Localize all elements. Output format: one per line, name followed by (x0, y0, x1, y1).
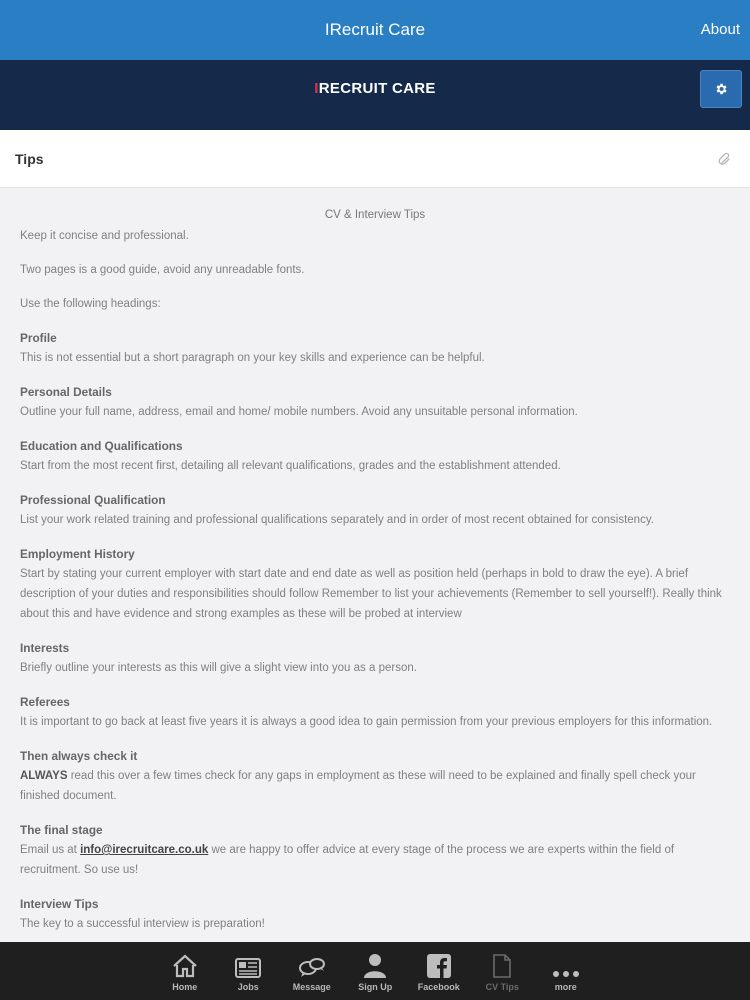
section-interview-tips (20, 894, 730, 934)
tab-home[interactable] (153, 942, 217, 1000)
emphasis-text: ALWAYS (20, 770, 68, 782)
brand-logo (0, 80, 750, 97)
newspaper-icon (235, 958, 261, 978)
about-button[interactable]: About (700, 21, 740, 38)
tab-label: more (554, 982, 577, 992)
tab-jobs[interactable] (217, 942, 281, 1000)
section-personal-details (20, 382, 730, 422)
app-title: IRecruit Care (324, 20, 426, 39)
bottom-tab-bar (0, 942, 750, 1000)
body-text: read this over a few times check for any gaps in employment as these will need to be explained and finally spell check your finished document. (20, 770, 696, 802)
chat-bubbles-icon (298, 956, 326, 978)
section-body (20, 766, 730, 806)
section-title: The final stage (20, 823, 103, 837)
logo-text: RECRUIT CARE (318, 80, 436, 97)
tab-label: Jobs (237, 982, 259, 992)
section-education (20, 436, 730, 476)
more-dots-icon (552, 970, 580, 978)
intro-line-1: Keep it concise and professional. (20, 230, 189, 242)
gear-icon (714, 82, 728, 96)
section-body (20, 840, 730, 880)
tab-label: Sign Up (358, 982, 393, 992)
section-professional-qualification (20, 490, 730, 530)
section-title: Professional Qualification (20, 493, 166, 507)
top-nav-bar (0, 0, 750, 60)
content-heading: CV & Interview Tips (324, 209, 426, 221)
tab-facebook[interactable] (407, 942, 471, 1000)
section-body: Start from the most recent first, detailing all relevant qualifications, grades and the establishment attended. (20, 460, 561, 472)
section-title: Referees (20, 695, 70, 709)
tab-label: Message (292, 982, 331, 992)
user-icon (363, 952, 387, 978)
section-final-stage (20, 820, 730, 880)
tab-label: CV Tips (485, 982, 519, 992)
brand-bar (0, 60, 750, 130)
section-body: The key to a successful interview is preparation! (20, 918, 265, 930)
body-text-post: we are happy to offer advice at every stage of the process we are experts within the field of recruitment. So use us! (20, 844, 675, 876)
document-icon (492, 954, 512, 978)
tab-label: Home (172, 982, 198, 992)
section-title: Profile (20, 331, 57, 345)
section-profile (20, 328, 730, 368)
section-body: Start by stating your current employer with start date and end date as well as position held (perhaps in bold to draw the eye). A brief description of your duties and responsibilities should follow Remember to list your achievements (Remember to sell yourself!). Really think about this and have evidence and strong examples as these will be probed at interview (20, 568, 722, 620)
intro-line-2: Two pages is a good guide, avoid any unreadable fonts. (20, 264, 305, 276)
section-body: It is important to go back at least five years it is always a good idea to gain permission from your previous employers for this information. (20, 716, 713, 728)
section-interests (20, 638, 730, 678)
tab-sign-up[interactable] (344, 942, 408, 1000)
tab-more[interactable] (534, 942, 598, 1000)
section-title: Education and Qualifications (20, 439, 183, 453)
section-title: Then always check it (20, 749, 138, 763)
section-title: Interview Tips (20, 897, 99, 911)
tab-label: Facebook (417, 982, 460, 992)
section-body: List your work related training and professional qualifications separately and in order of most recent obtained for consistency. (20, 514, 654, 526)
section-body: Briefly outline your interests as this will give a slight view into you as a person. (20, 662, 417, 674)
section-check (20, 746, 730, 806)
logo-mark: I (314, 80, 319, 97)
tips-content (0, 189, 750, 942)
body-text-pre: Email us at (20, 844, 81, 856)
paperclip-icon (718, 152, 732, 168)
intro-line-3: Use the following headings: (20, 298, 161, 310)
email-link[interactable]: info@irecruitcare.co.uk (80, 844, 209, 856)
tab-cv-tips[interactable] (471, 942, 535, 1000)
section-title: Personal Details (20, 385, 112, 399)
settings-button[interactable] (700, 70, 742, 108)
facebook-icon (427, 954, 451, 978)
section-body: This is not essential but a short paragraph on your key skills and experience can be helpful. (20, 352, 485, 364)
attachment-button[interactable] (718, 152, 732, 173)
section-title: Interests (20, 641, 70, 655)
section-employment-history (20, 544, 730, 624)
section-referees (20, 692, 730, 732)
page-title: Tips (15, 151, 44, 167)
tab-message[interactable] (280, 942, 344, 1000)
section-body: Outline your full name, address, email and home/ mobile numbers. Avoid any unsuitable personal information. (20, 406, 578, 418)
home-icon (172, 954, 198, 978)
page-header (0, 130, 750, 188)
section-title: Employment History (20, 547, 135, 561)
